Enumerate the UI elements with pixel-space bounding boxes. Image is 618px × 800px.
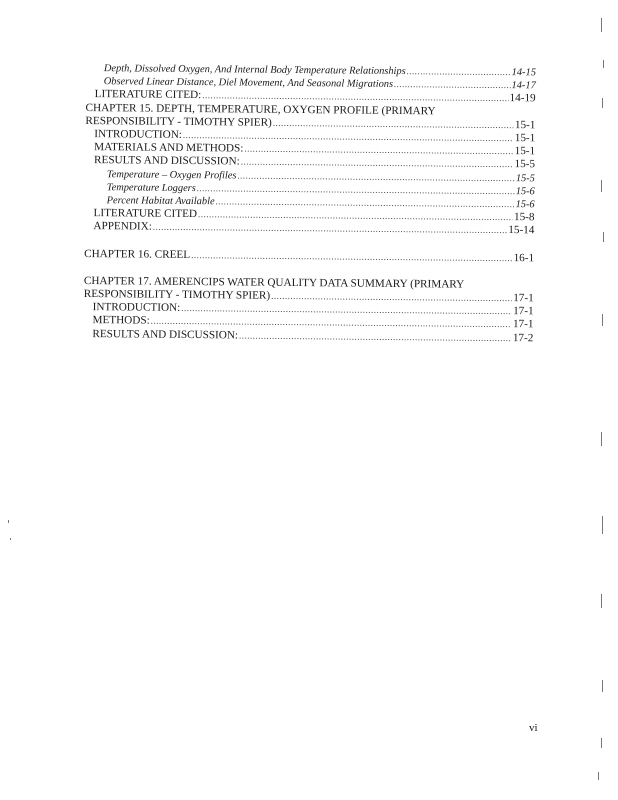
scan-speck bbox=[603, 60, 604, 68]
scan-speck bbox=[602, 516, 603, 534]
toc-entry-page: 16-1 bbox=[513, 251, 535, 264]
chapter-heading: CHAPTER 15. DEPTH, TEMPERATURE, OXYGEN PROFILE (PRIMARY bbox=[85, 101, 436, 117]
scan-speck bbox=[601, 594, 602, 608]
toc-entry-page: 15-1 bbox=[514, 132, 536, 145]
scan-speck bbox=[601, 180, 602, 192]
toc-entry-page: 15-8 bbox=[513, 211, 535, 224]
toc-entry-label: Depth, Dissolved Oxygen, And Internal Body Temperature Relationships bbox=[103, 63, 406, 78]
scan-speck bbox=[602, 680, 603, 692]
toc-entry-page: 14-15 bbox=[511, 67, 536, 79]
toc-entry-label: CHAPTER 16. CREEL bbox=[84, 247, 191, 261]
toc-entry-page: 15-6 bbox=[515, 185, 535, 198]
toc-entry-label: Temperature Loggers bbox=[106, 182, 196, 194]
scan-speck bbox=[10, 538, 11, 540]
toc-entry-page: 15-1 bbox=[514, 118, 536, 132]
leader-dots bbox=[394, 78, 511, 92]
toc-entry-label: INTRODUCTION: bbox=[92, 301, 181, 315]
toc-entry-page: 17-1 bbox=[512, 318, 534, 331]
toc-entry-label: Observed Linear Distance, Diel Movement, And Seasonal Migrations bbox=[103, 76, 394, 91]
toc-entry-label: LITERATURE CITED bbox=[93, 207, 198, 221]
toc-entry-page: 15-5 bbox=[514, 158, 536, 171]
toc-entry-page: 15-5 bbox=[515, 172, 535, 184]
scan-speck bbox=[601, 18, 602, 32]
scan-speck bbox=[598, 772, 599, 780]
page-number: vi bbox=[529, 722, 538, 734]
toc-entry-label: RESULTS AND DISCUSSION: bbox=[92, 327, 239, 342]
toc-entry-page: 17-2 bbox=[512, 331, 534, 344]
scan-speck bbox=[8, 520, 9, 523]
toc-entry-label: Temperature – Oxygen Profiles bbox=[106, 168, 237, 182]
toc-entry-label: RESULTS AND DISCUSSION: bbox=[93, 154, 240, 168]
table-of-contents bbox=[83, 62, 536, 345]
toc-entry-label: METHODS: bbox=[92, 314, 150, 328]
leader-dots bbox=[407, 65, 511, 79]
toc-entry-page: 15-6 bbox=[515, 199, 535, 211]
toc-entry-label: LITERATURE CITED: bbox=[94, 88, 202, 102]
scan-speck bbox=[603, 232, 604, 242]
toc-entry-page: 14-17 bbox=[511, 80, 536, 92]
scan-speck bbox=[601, 738, 602, 748]
chapter-heading: CHAPTER 17. AMERENCIPS WATER QUALITY DATA SUMMARY (PRIMARY bbox=[83, 274, 465, 291]
toc-entry-label: INTRODUCTION: bbox=[94, 128, 183, 141]
scan-speck bbox=[601, 432, 602, 446]
toc-entry-page: 14-19 bbox=[509, 92, 536, 105]
scan-speck bbox=[602, 98, 603, 108]
toc-entry-page: 17-1 bbox=[513, 292, 534, 305]
toc-entry-label: Percent Habitat Available bbox=[106, 195, 215, 208]
toc-entry-label: RESPONSIBILITY - TIMOTHY SPIER) bbox=[85, 114, 272, 129]
toc-entry-label: RESPONSIBILITY - TIMOTHY SPIER) bbox=[83, 288, 271, 302]
toc-entry-label: APPENDIX: bbox=[93, 220, 152, 234]
toc-entry-page: 15-1 bbox=[514, 145, 536, 158]
scan-speck bbox=[602, 314, 603, 326]
toc-entry-page: 17-1 bbox=[513, 305, 534, 318]
toc-entry-label: MATERIALS AND METHODS: bbox=[94, 141, 244, 155]
leader-dots bbox=[239, 329, 512, 345]
toc-entry-page: 15-14 bbox=[508, 224, 535, 237]
